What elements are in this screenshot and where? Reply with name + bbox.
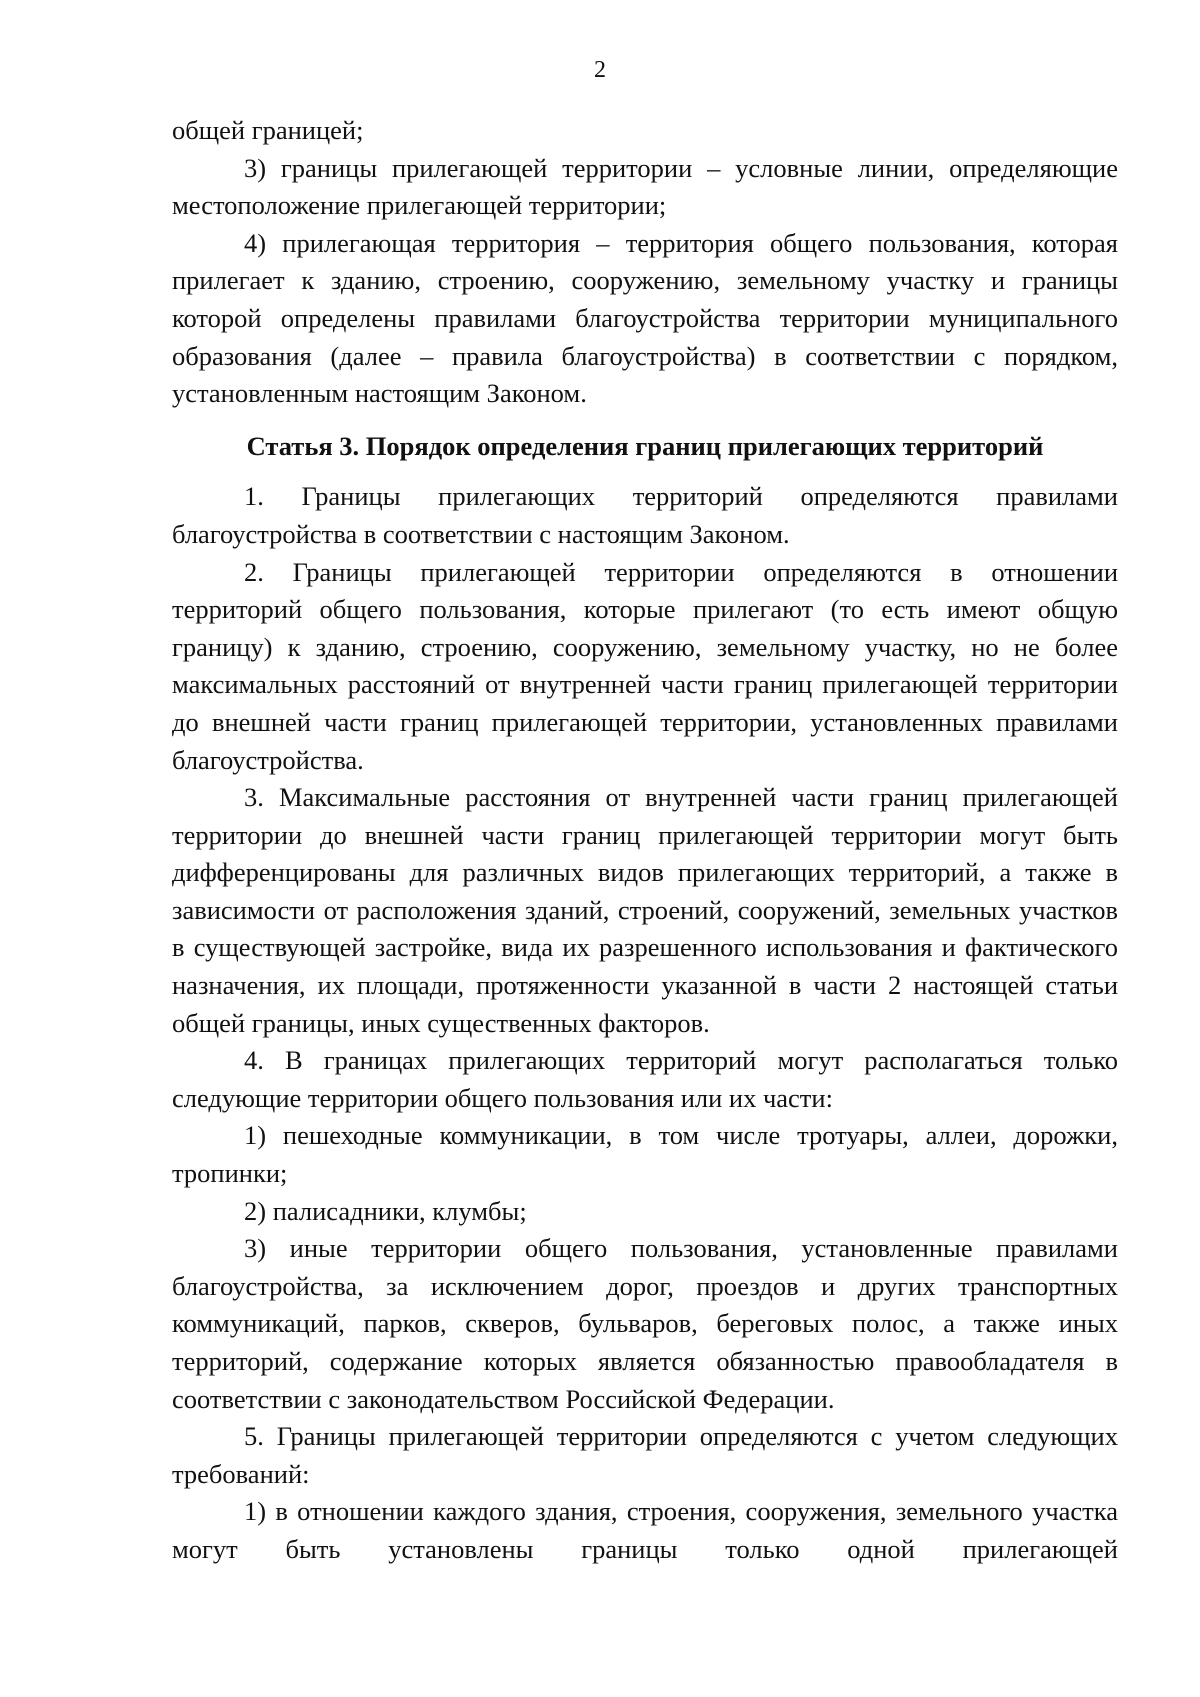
paragraph: 3. Максимальные расстояния от внутренней части границ прилегающей территории до внешней части границ прилегающей территории могут быть дифференцированы для различных видов прилегающих территорий, а также в зависимости от расположения зданий, строений, сооружений, земельных участков в существующей застройке, вида их разрешенного использования и фактического назначения, их площади, протяженности указанной в части 2 настоящей статьи общей границы, иных существенных факторов.	[172, 782, 1118, 1038]
page-number: 2	[594, 57, 606, 83]
paragraph: общей границей;	[172, 115, 364, 145]
article-2-continuation	[172, 112, 1118, 413]
article-3-body	[172, 478, 1118, 1568]
paragraph: 4) прилегающая территория – территория общего пользования, которая прилегает к зданию, строению, сооружению, земельному участку и границы которой определены правилами благоустройства территории муниципального образования (далее – правила благоустройства) в соответствии с порядком, установленным настоящим Законом.	[172, 227, 1118, 409]
paragraph: 1. Границы прилегающих территорий определяются правилами благоустройства в соответствии с настоящим Законом.	[172, 481, 1118, 549]
paragraph: 1) пешеходные коммуникации, в том числе тротуары, аллеи, дорожки, тропинки;	[172, 1120, 1118, 1189]
paragraph: 4. В границах прилегающих территорий могут располагаться только следующие территории общего пользования или их части:	[172, 1045, 1118, 1113]
paragraph: 3) иные территории общего пользования, установленные правилами благоустройства, за исключением дорог, проездов и других транспортных коммуникаций, парков, скверов, бульваров, береговых полос, а также иных территорий, содержание которых является обязанностью правообладателя в соответствии с законодательством Российской Федерации.	[172, 1233, 1118, 1414]
paragraph: 1) в отношении каждого здания, строения, сооружения, земельного участка могут быть установлены границы только одной прилегающей	[172, 1496, 1118, 1564]
paragraph: 5. Границы прилегающей территории определяются с учетом следующих требований:	[172, 1421, 1118, 1489]
paragraph: 2) палисадники, клумбы;	[244, 1195, 527, 1226]
article-3-heading: Статья 3. Порядок определения границ прилегающих территорий	[246, 430, 1044, 461]
paragraph: 2. Границы прилегающей территории определяются в отношении территорий общего пользования, которые прилегают (то есть имеют общую границу) к зданию, строению, сооружению, земельному участку, но не более максимальных расстояний от внутренней части границ прилегающей территории до внешней части границ прилегающей территории, установленных правилами благоустройства.	[172, 556, 1118, 775]
paragraph: 3) границы прилегающей территории – условные линии, определяющие местоположение прилегающей территории;	[172, 152, 1118, 221]
document-body	[172, 112, 1118, 1569]
